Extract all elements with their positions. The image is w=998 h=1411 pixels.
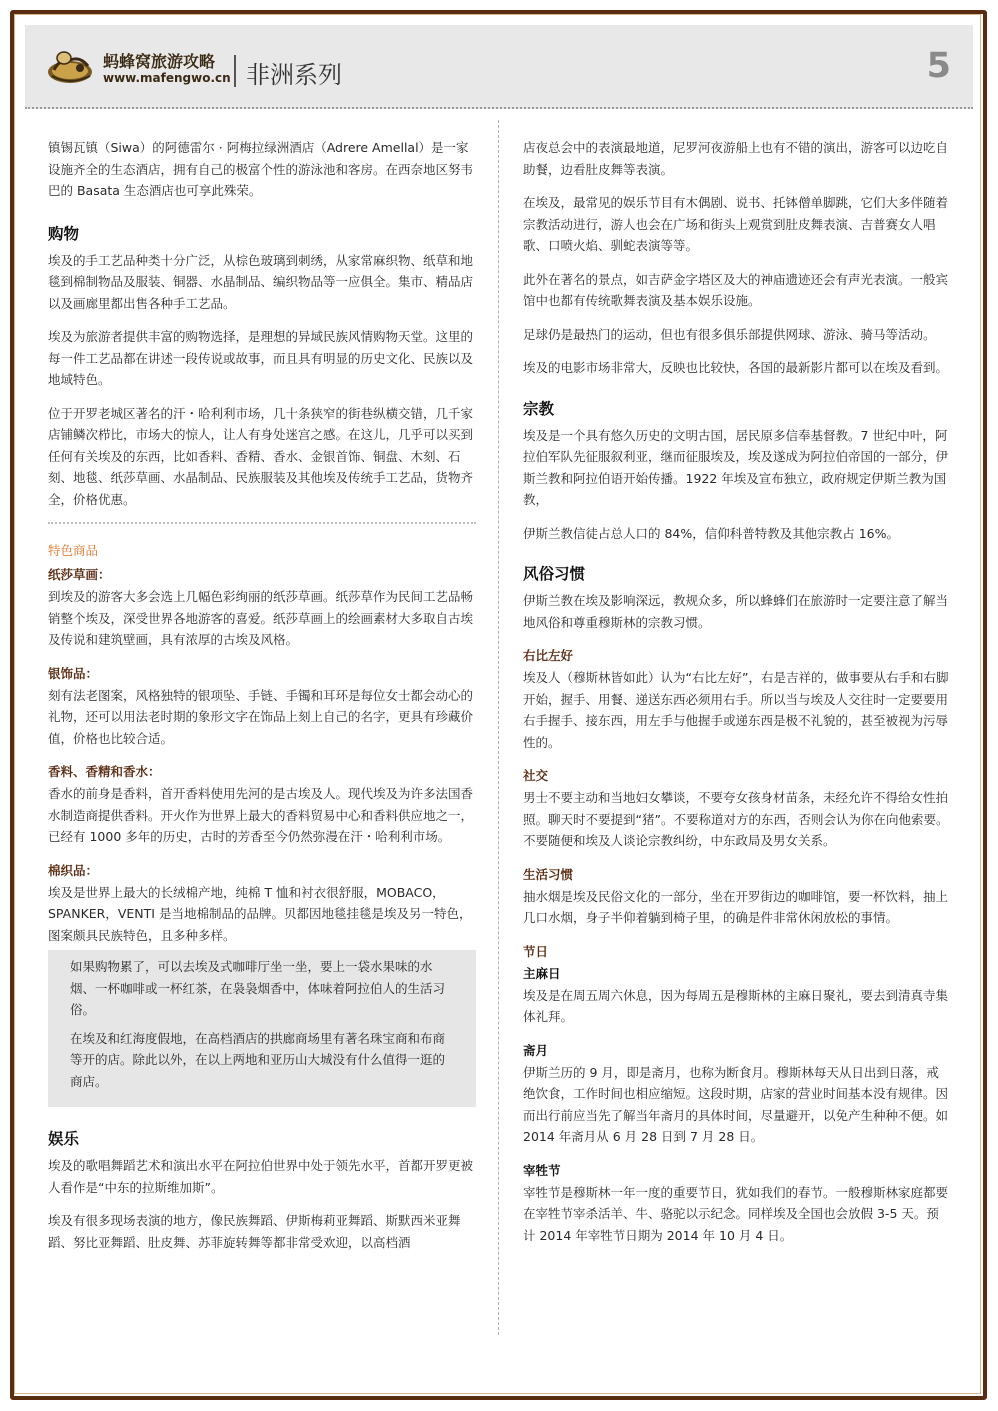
tip-box (48, 950, 476, 1107)
header-divider (234, 55, 236, 87)
life-habits-paragraph: 抽水烟是埃及民俗文化的一部分，坐在开罗街边的咖啡馆，要一杯饮料，抽上几口水烟，身子半仰着躺到椅子里，的确是件非常休闲放松的事情。 (523, 888, 949, 925)
life-habits-heading: 生活习惯 (523, 866, 574, 882)
right-column (523, 137, 951, 1258)
customs-heading: 风俗习惯 (523, 565, 586, 583)
brand-url: www.mafengwo.cn (103, 71, 231, 85)
perfume-heading: 香料、香精和香水： (48, 764, 161, 779)
shopping-paragraph-2: 埃及为旅游者提供丰富的购物选择，是理想的异域民族风情购物天堂。这里的每一件工艺品都在讲述一段传说或故事，而且具有明显的历史文化、民族以及地域特色。 (48, 329, 474, 387)
entertainment-paragraph-2: 埃及有很多现场表演的地方，像民族舞蹈、伊斯梅莉亚舞蹈、斯默西米亚舞蹈、努比亚舞蹈、肚皮舞、苏菲旋转舞等都非常受欢迎，以高档酒 (48, 1213, 461, 1250)
silver-paragraph: 刻有法老图案，风格独特的银项坠、手链、手镯和耳环是每位女士都会动心的礼物，还可以用法老时期的象形文字在饰品上刻上自己的名字，更具有珍藏价值，价格也比较合适。 (48, 687, 474, 746)
tip-paragraph-1: 如果购物累了，可以去埃及式咖啡厅坐一坐，要上一袋水果味的水烟、一杯咖啡或一杯红茶，在袅袅烟香中，体味着阿拉伯人的生活习俗。 (70, 959, 446, 1017)
religion-paragraph-1: 埃及是一个具有悠久历史的文明古国，居民原多信奉基督教。7 世纪中叶，阿拉伯军队先征服叙利亚，继而征服埃及，埃及遂成为阿拉伯帝国的一部分，伊斯兰教和阿拉伯语开始传播。1922 年埃及宣布独立，政府规定伊斯兰教为国教， (523, 427, 949, 507)
right-left-heading: 右比左好 (523, 648, 574, 663)
entertainment-paragraph-2-cont: 店夜总会中的表演最地道，尼罗河夜游船上也有不错的演出，游客可以边吃自助餐，边看肚皮舞等表演。 (523, 140, 949, 177)
intro-paragraph: 镇锡瓦镇（Siwa）的阿德雷尔 · 阿梅拉绿洲酒店（Adrere Amellal）是一家设施齐全的生态酒店，拥有自己的极富个性的游泳池和客房。在西奈地区努韦巴的 Basata 生态酒店也可享此殊荣。 (48, 140, 474, 198)
series-title: 非洲系列 (246, 61, 342, 89)
entertainment-paragraph-6: 埃及的电影市场非常大，反映也比较快，各国的最新影片都可以在埃及看到。 (523, 360, 949, 375)
brand-name: 蚂蜂窝旅游攻略 (103, 52, 216, 71)
social-heading: 社交 (523, 768, 549, 783)
ramadan-paragraph: 伊斯兰历的 9 月，即是斋月，也称为断食月。穆斯林每天从日出到日落，戒绝饮食，工作时间也相应缩短。这段时期，店家的营业时间基本没有规律。因而出行前应当先了解当年斋月的具体时间，尽量避开，以免产生种种不便。如 2014 年斋月从 6 月 28 日到 7 月 28 日。 (523, 1064, 949, 1144)
featured-goods-label: 特色商品 (48, 543, 99, 558)
entertainment-paragraph-3: 在埃及，最常见的娱乐节目有木偶剧、说书、托钵僧单脚跳，它们大多伴随着宗教活动进行，游人也会在广场和街头上观赏到肚皮舞表演、吉普赛女人唱歌、口喷火焰、驯蛇表演等等。 (523, 195, 949, 253)
shopping-paragraph-1: 埃及的手工艺品种类十分广泛，从棕色玻璃到刺绣，从家常麻织物、纸草和地毯到棉制物品及服装、铜器、水晶制品、编织物品等一应俱全。集市、精品店以及画廊里都出售各种手工艺品。 (48, 252, 474, 311)
section-divider (48, 522, 476, 524)
column-divider (498, 120, 499, 1335)
left-column (48, 137, 476, 1265)
tip-paragraph-2: 在埃及和红海度假地，在高档酒店的拱廊商场里有著名珠宝商和布商等开的店。除此以外，在以上两地和亚历山大城没有什么值得一逛的商店。 (70, 1030, 446, 1089)
festivals-heading: 节日 (523, 943, 549, 959)
bee-logo-icon (46, 48, 96, 84)
eid-paragraph: 宰牲节是穆斯林一年一度的重要节日，犹如我们的春节。一般穆斯林家庭都要在宰牲节宰杀活羊、牛、骆驼以示纪念。同样埃及全国也会放假 3-5 天。预计 2014 年宰牲节日期为 2014 年 10 月 4 日。 (523, 1184, 949, 1243)
religion-paragraph-2: 伊斯兰教信徒占总人口的 84%，信仰科普特教及其他宗教占 16%。 (523, 525, 900, 541)
papyrus-heading: 纸莎草画： (48, 567, 111, 582)
perfume-paragraph: 香水的前身是香料，首开香料使用先河的是古埃及人。现代埃及为许多法国香水制造商提供香料。开火作为世界上最大的香料贸易中心和香料供应地之一，已经有 1000 多年的历史，古时的芳香至今仍然弥漫在汗・哈利利市场。 (48, 786, 474, 844)
entertainment-paragraph-5: 足球仍是最热门的运动，但也有很多俱乐部提供网球、游泳、骑马等活动。 (523, 326, 936, 342)
page-header (25, 25, 973, 109)
jumuah-paragraph: 埃及是在周五周六休息，因为每周五是穆斯林的主麻日聚礼，要去到清真寺集体礼拜。 (523, 987, 949, 1024)
silver-heading: 银饰品： (48, 665, 99, 681)
customs-paragraph: 伊斯兰教在埃及影响深远，教规众多，所以蜂蜂们在旅游时一定要注意了解当地风俗和尊重穆斯林的宗教习惯。 (523, 593, 949, 630)
shopping-paragraph-3: 位于开罗老城区著名的汗・哈利利市场，几十条狭窄的街巷纵横交错，几千家店铺鳞次栉比，市场大的惊人，让人有身处迷宫之感。在这儿，几乎可以买到任何有关埃及的东西，比如香料、香精、香水、金银首饰、铜盘、木刻、石刻、地毯、纸莎草画、水晶制品、民族服装及其他埃及传统手工艺品，货物齐全，价格优惠。 (48, 405, 474, 507)
religion-heading: 宗教 (523, 399, 555, 418)
entertainment-heading: 娱乐 (48, 1130, 80, 1148)
ramadan-heading: 斋月 (523, 1042, 549, 1058)
shopping-heading: 购物 (48, 224, 80, 243)
brand (103, 52, 231, 85)
cotton-paragraph: 埃及是世界上最大的长绒棉产地，纯棉 T 恤和衬衣很舒服，MOBACO，SPANKER，VENTI 是当地棉制品的品牌。贝都因地毯挂毯是埃及另一特色，图案颇具民族特色，且多种多样。 (48, 884, 472, 943)
papyrus-paragraph: 到埃及的游客大多会选上几幅色彩绚丽的纸莎草画。纸莎草作为民间工艺品畅销整个埃及，深受世界各地游客的喜爱。纸莎草画上的绘画素材大多取自古埃及传说和建筑壁画，具有浓厚的古埃及风格。 (48, 589, 474, 647)
cotton-heading: 棉织品： (48, 862, 99, 878)
social-paragraph: 男士不要主动和当地妇女攀谈，不要夸女孩身材苗条，未经允许不得给女性拍照。聊天时不要提到“猪”。不要称道对方的东西，否则会认为你在向他索要。不要随便和埃及人谈论宗教纠纷，中东政局及男女关系。 (523, 790, 949, 848)
right-left-paragraph: 埃及人（穆斯林皆如此）认为“右比左好”，右是吉祥的，做事要从右手和右脚开始，握手、用餐、递送东西必须用右手。所以当与埃及人交往时一定要要用右手握手、接东西，用左手与他握手或递东西是极不礼貌的，甚至被视为污辱性的。 (523, 670, 949, 750)
page-number: 5 (926, 46, 951, 86)
jumuah-heading: 主麻日 (523, 965, 561, 981)
eid-heading: 宰牲节 (523, 1162, 561, 1178)
entertainment-paragraph-4: 此外在著名的景点，如吉萨金字塔区及大的神庙遗迹还会有声光表演。一般宾馆中也都有传统歌舞表演及基本娱乐设施。 (523, 271, 949, 308)
entertainment-paragraph-1: 埃及的歌唱舞蹈艺术和演出水平在阿拉伯世界中处于领先水平，首都开罗更被人看作是“中东的拉斯维加斯”。 (48, 1158, 474, 1195)
